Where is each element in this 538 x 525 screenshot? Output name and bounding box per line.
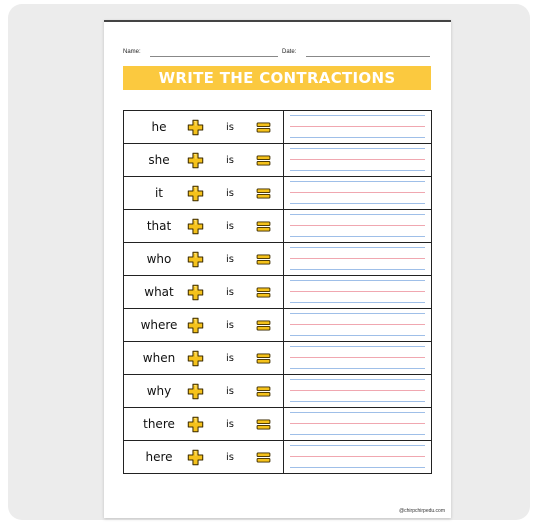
is-word: is: [226, 451, 234, 463]
table-row: [124, 375, 431, 408]
table-row: [124, 408, 431, 441]
guide-line-bottom: [290, 335, 425, 336]
pronoun-word: that: [146, 219, 172, 233]
pronoun-word: it: [154, 186, 164, 200]
is-word: is: [226, 220, 234, 232]
equation-cell: [124, 309, 284, 341]
guide-line-top: [290, 181, 425, 182]
equals-sign-icon: [256, 221, 271, 232]
worksheet-title: WRITE THE CONTRACTIONS: [158, 69, 396, 87]
credit-text: @chirpchirpedu.com: [399, 508, 445, 514]
guide-line-middle: [290, 324, 425, 325]
answer-writing-lines[interactable]: [284, 144, 431, 176]
worksheet-page: [104, 20, 451, 518]
guide-line-top: [290, 148, 425, 149]
title-banner: [123, 66, 431, 90]
equation-cell: [124, 342, 284, 374]
answer-writing-lines[interactable]: [284, 441, 431, 473]
plus-sign-icon: [187, 152, 204, 169]
table-row: [124, 111, 431, 144]
equals-sign-icon: [256, 452, 271, 463]
date-label: Date:: [282, 49, 297, 55]
is-word: is: [226, 121, 234, 133]
table-row: [124, 210, 431, 243]
table-row: [124, 342, 431, 375]
plus-sign-icon: [187, 383, 204, 400]
guide-line-top: [290, 346, 425, 347]
is-word: is: [226, 319, 234, 331]
guide-line-top: [290, 214, 425, 215]
pronoun-word: where: [140, 318, 178, 332]
guide-line-bottom: [290, 236, 425, 237]
answer-writing-lines[interactable]: [284, 375, 431, 407]
equation-cell: [124, 276, 284, 308]
plus-sign-icon: [187, 185, 204, 202]
equals-sign-icon: [256, 155, 271, 166]
equals-sign-icon: [256, 353, 271, 364]
guide-line-middle: [290, 357, 425, 358]
guide-line-bottom: [290, 434, 425, 435]
is-word: is: [226, 286, 234, 298]
pronoun-word: there: [143, 417, 175, 431]
pronoun-word: what: [144, 285, 174, 299]
table-row: [124, 276, 431, 309]
guide-line-middle: [290, 291, 425, 292]
answer-writing-lines[interactable]: [284, 309, 431, 341]
answer-writing-lines[interactable]: [284, 243, 431, 275]
equals-sign-icon: [256, 122, 271, 133]
name-label: Name:: [123, 49, 141, 55]
equation-cell: [124, 177, 284, 209]
equation-cell: [124, 441, 284, 473]
equals-sign-icon: [256, 287, 271, 298]
guide-line-middle: [290, 390, 425, 391]
is-word: is: [226, 418, 234, 430]
pronoun-word: who: [146, 252, 172, 266]
equals-sign-icon: [256, 254, 271, 265]
guide-line-bottom: [290, 137, 425, 138]
guide-line-top: [290, 313, 425, 314]
plus-sign-icon: [187, 317, 204, 334]
answer-writing-lines[interactable]: [284, 177, 431, 209]
guide-line-middle: [290, 225, 425, 226]
is-word: is: [226, 352, 234, 364]
answer-writing-lines[interactable]: [284, 408, 431, 440]
guide-line-top: [290, 247, 425, 248]
guide-line-top: [290, 379, 425, 380]
guide-line-top: [290, 445, 425, 446]
answer-writing-lines[interactable]: [284, 342, 431, 374]
equals-sign-icon: [256, 188, 271, 199]
guide-line-top: [290, 115, 425, 116]
table-row: [124, 441, 431, 474]
is-word: is: [226, 154, 234, 166]
equation-cell: [124, 408, 284, 440]
is-word: is: [226, 253, 234, 265]
guide-line-top: [290, 280, 425, 281]
equation-cell: [124, 210, 284, 242]
guide-line-bottom: [290, 203, 425, 204]
plus-sign-icon: [187, 350, 204, 367]
table-row: [124, 177, 431, 210]
plus-sign-icon: [187, 449, 204, 466]
equals-sign-icon: [256, 419, 271, 430]
pronoun-word: why: [146, 384, 172, 398]
pronoun-word: when: [142, 351, 176, 365]
plus-sign-icon: [187, 284, 204, 301]
preview-frame: [8, 4, 530, 520]
guide-line-bottom: [290, 401, 425, 402]
is-word: is: [226, 385, 234, 397]
plus-sign-icon: [187, 119, 204, 136]
guide-line-middle: [290, 258, 425, 259]
answer-writing-lines[interactable]: [284, 210, 431, 242]
guide-line-middle: [290, 456, 425, 457]
guide-line-bottom: [290, 368, 425, 369]
equation-cell: [124, 243, 284, 275]
plus-sign-icon: [187, 218, 204, 235]
plus-sign-icon: [187, 416, 204, 433]
page-top-border: [104, 20, 451, 22]
date-line: [306, 56, 430, 57]
table-row: [124, 243, 431, 276]
equals-sign-icon: [256, 320, 271, 331]
plus-sign-icon: [187, 251, 204, 268]
table-row: [124, 309, 431, 342]
answer-writing-lines[interactable]: [284, 111, 431, 143]
is-word: is: [226, 187, 234, 199]
contractions-table: [123, 110, 432, 474]
equals-sign-icon: [256, 386, 271, 397]
guide-line-top: [290, 412, 425, 413]
table-row: [124, 144, 431, 177]
guide-line-middle: [290, 159, 425, 160]
answer-writing-lines[interactable]: [284, 276, 431, 308]
guide-line-middle: [290, 126, 425, 127]
pronoun-word: here: [145, 450, 173, 464]
pronoun-word: he: [151, 120, 167, 134]
equation-cell: [124, 144, 284, 176]
guide-line-bottom: [290, 269, 425, 270]
guide-line-middle: [290, 423, 425, 424]
equation-cell: [124, 111, 284, 143]
pronoun-word: she: [148, 153, 170, 167]
guide-line-middle: [290, 192, 425, 193]
equation-cell: [124, 375, 284, 407]
guide-line-bottom: [290, 170, 425, 171]
guide-line-bottom: [290, 467, 425, 468]
name-line: [150, 56, 278, 57]
guide-line-bottom: [290, 302, 425, 303]
